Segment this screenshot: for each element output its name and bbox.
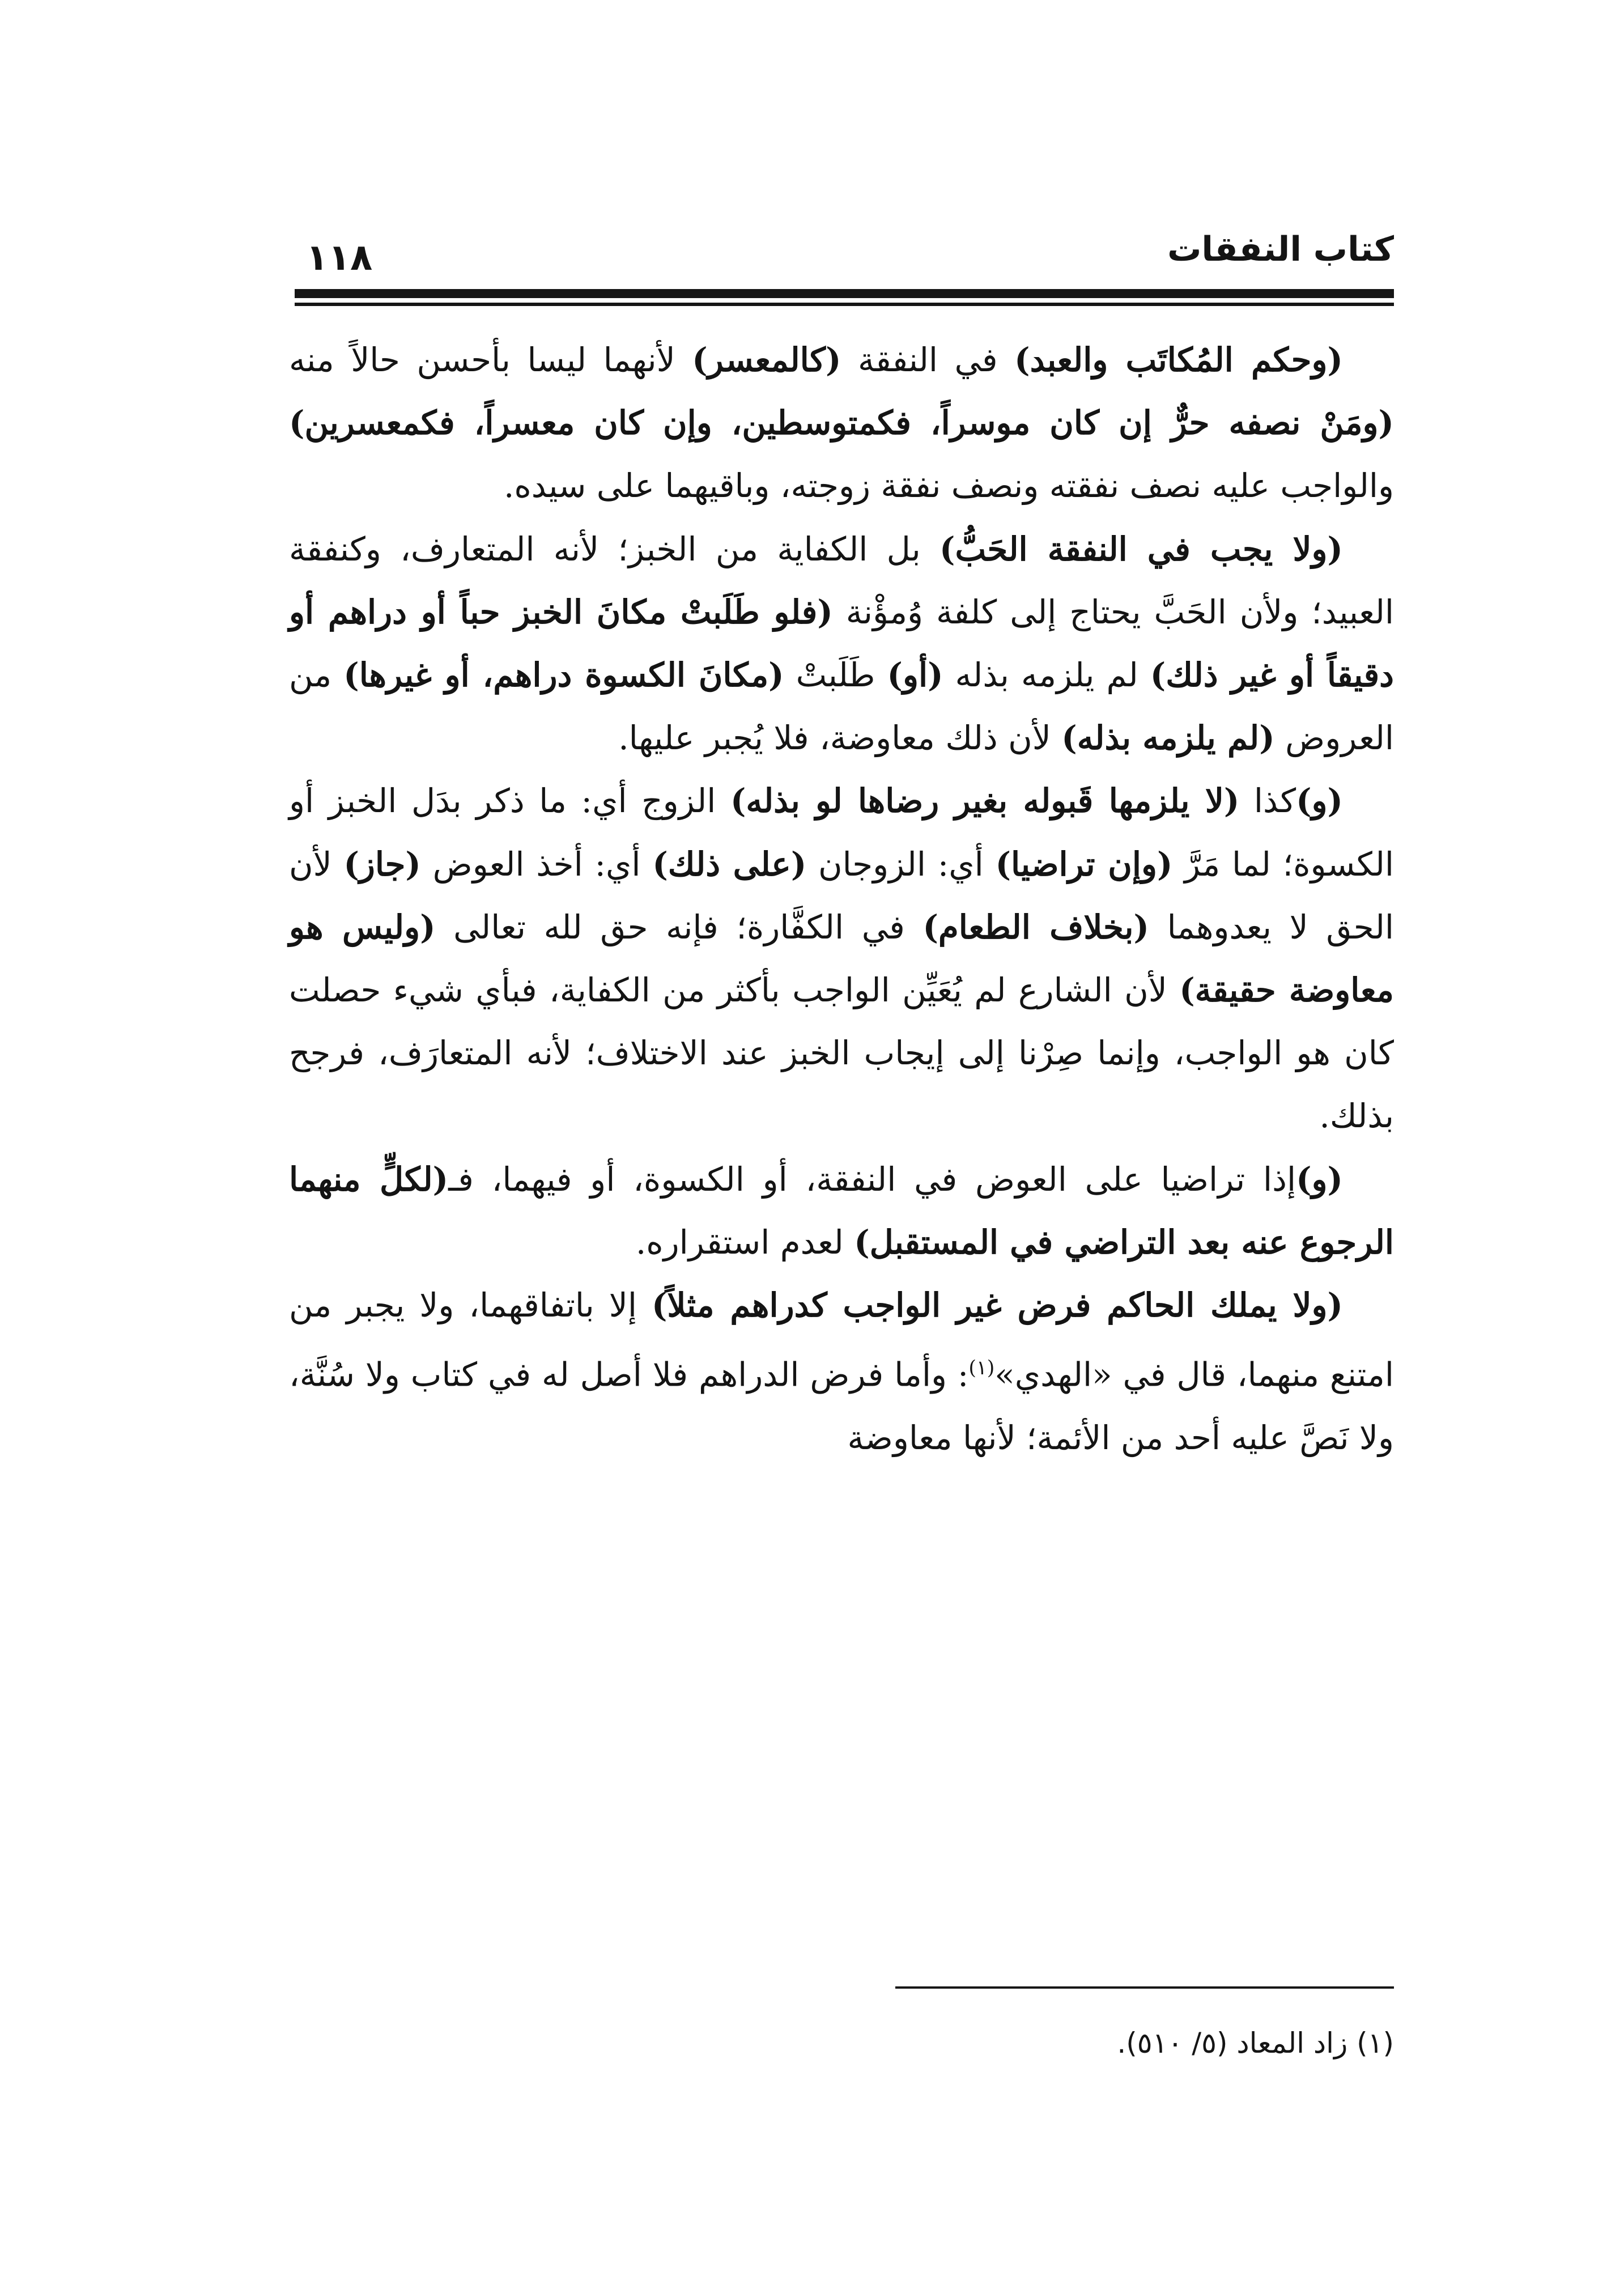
running-header [295,224,1394,286]
sharh-segment: لأن الشارع لم يُعَيِّن الواجب بأكثر من الكفاية، فبأي شيء حصلت كان هو الواجب، وإنما صِرْنا إلى إيجاب الخبز عند الاختلاف؛ لأنه المتعارَف، فرجح بذلك. [289,971,1394,1136]
matn-segment: (مكانَ الكسوة دراهم، أو غيرها) [343,656,784,695]
sharh-segment: إذا تراضيا على العوض في النفقة، أو الكسوة، أو فيهما، فـ [448,1160,1296,1199]
footnote-separator [895,1986,1394,1989]
matn-segment: (و) [1296,782,1344,821]
sharh-segment: كذا [1239,782,1296,821]
matn-segment: (ولا يملك الحاكم فرض غير الواجب كدراهم مثلاً) [651,1286,1343,1325]
header-rule-thick [295,289,1394,298]
matn-segment: (بخلاف الطعام) [922,907,1149,946]
sharh-segment: الزوج أي: ما ذكر بدَل الخبز أو الكسوة؛ لما مَرَّ [289,782,1395,884]
sharh-segment: طَلَبتْ [784,656,887,695]
sharh-segment: إلا باتفاقهما، ولا يجبر من امتنع منهما، قال في «الهدي» [289,1286,1394,1394]
main-text [289,329,1394,1470]
sharh-segment: في الكفَّارة؛ فإنه حق لله تعالى [435,907,923,946]
sharh-segment: لأنهما ليسا بأحسن حالاً منه [289,341,692,379]
footnote: (١) زاد المعاد (٥/ ٥١٠). [1117,2027,1394,2060]
sharh-segment: : وأما فرض الدراهم فلا أصل له في كتاب ولا سُنَّة، ولا نَصَّ عليه أحد من الأئمة؛ لأنها معاوضة [289,1355,1394,1457]
matn-segment: (وحكم المُكاتَب والعبد) [1014,341,1343,379]
paragraph [289,518,1394,770]
matn-segment: (أو) [887,656,943,695]
sharh-segment: لأن ذلك معاوضة، فلا يُجبر عليها. [618,719,1062,758]
sharh-segment: لعدم استقراره. [635,1222,854,1262]
matn-segment: (على ذلك) [652,844,807,884]
sharh-segment: لم يلزمه بذله [943,656,1150,695]
sharh-segment: من العروض [289,656,1394,758]
header-double-rule [295,289,1394,308]
sharh-segment: والواجب عليه نصف نفقته ونصف نفقة زوجته، وباقيهما على سيده. [503,466,1394,506]
sharh-segment: أي: الزوجان [806,844,996,884]
sharh-segment: أي: أخذ العوض [420,844,653,884]
paragraph [289,1148,1394,1274]
matn-segment: (لكلٍّ منهما الرجوع عنه بعد التراضي في المستقبل) [289,1160,1394,1262]
sharh-segment: في النفقة [841,341,1015,379]
paragraph [289,329,1394,518]
header-rule-thin [295,303,1394,306]
matn-segment: (جاز) [343,844,421,884]
sharh-segment: لأن الحق لا يعدوهما [289,844,1394,946]
footnote-ref: (١) [968,1357,995,1380]
matn-segment: (لم يلزمه بذله) [1061,719,1275,758]
matn-segment: (ولا يجب في النفقة الحَبُّ) [939,529,1343,568]
matn-segment: (ومَنْ نصفه حرٌّ إن كان موسراً، فكمتوسطين، وإن كان معسراً، فكمعسرين) [289,404,1394,443]
book-title: كتاب النفقات [1167,230,1394,269]
page-number: ١١٨ [306,237,373,279]
matn-segment: (وليس هو معاوضة حقيقة) [289,907,1394,1010]
paragraph [289,1274,1394,1470]
sharh-segment: بل الكفاية من الخبز؛ لأنه المتعارف، وكنفقة العبيد؛ ولأن الحَبَّ يحتاج إلى كلفة وُمؤْنة [289,529,1395,631]
matn-segment: (و) [1296,1160,1343,1199]
matn-segment: (وإن تراضيا) [995,844,1173,884]
matn-segment: (كالمعسر) [692,341,841,379]
matn-segment: (فلو طَلَبتْ مكانَ الخبز حباً أو دراهم أو دقيقاً أو غير ذلك) [289,592,1395,695]
paragraph [289,770,1394,1148]
matn-segment: (لا يلزمها قَبوله بغير رضاها لو بذله) [730,782,1240,821]
